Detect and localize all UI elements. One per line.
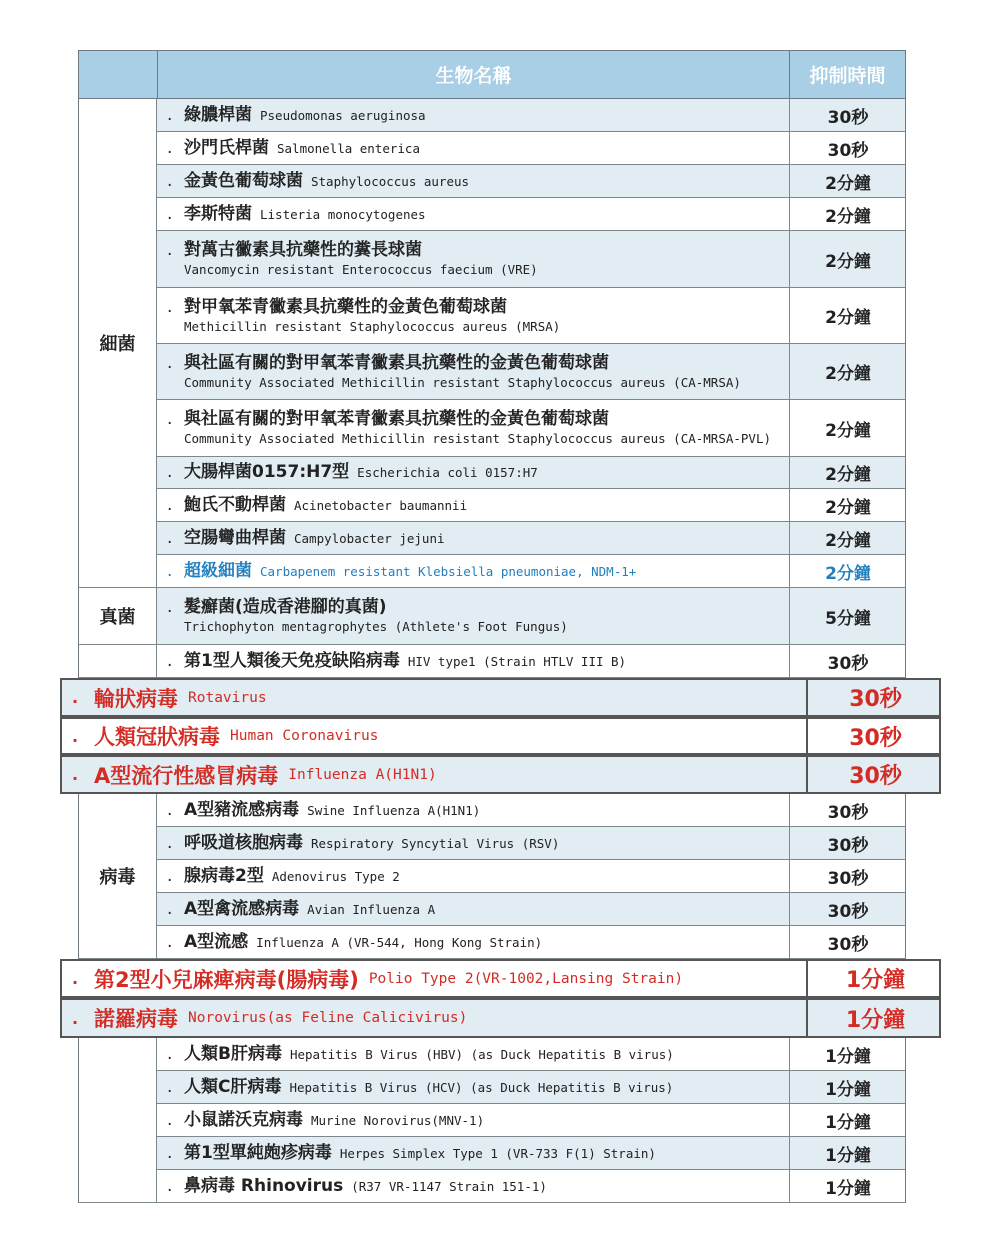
highlighted-row <box>60 717 941 755</box>
organism-zh: 沙門氏桿菌 <box>184 137 269 158</box>
bullet: . <box>167 1043 173 1064</box>
inhibition-time: 2分鐘 <box>789 400 906 456</box>
organism-zh: 髮癬菌(造成香港腳的真菌) <box>184 597 387 617</box>
organism-zh: 人類B肝病毒 <box>184 1043 282 1064</box>
organism-en: Human Coronavirus <box>230 728 379 744</box>
bullet: . <box>167 1076 173 1097</box>
bullet: . <box>167 931 173 952</box>
bullet: . <box>167 352 173 373</box>
bullet: . <box>72 765 79 784</box>
bullet: . <box>167 560 173 581</box>
inhibition-time: 2分鐘 <box>789 231 906 287</box>
bullet: . <box>167 650 173 671</box>
category-fungi: 真菌 <box>78 588 157 645</box>
organism-en: Listeria monocytogenes <box>260 206 426 222</box>
organism-zh: A型流感 <box>184 931 249 952</box>
inhibition-time: 2分鐘 <box>789 344 906 399</box>
header-time-col: 抑制時間 <box>809 65 886 87</box>
organism-zh: 呼吸道核胞病毒 <box>184 832 303 853</box>
inhibition-time: 2分鐘 <box>789 522 906 554</box>
inhibition-time: 1分鐘 <box>806 1000 943 1036</box>
table-row <box>157 288 906 344</box>
organism-zh: A型豬流感病毒 <box>184 799 300 820</box>
category-virus-lower <box>78 1038 157 1203</box>
bullet: . <box>72 688 79 707</box>
inhibition-time: 1分鐘 <box>789 1104 906 1136</box>
organism-en: Acinetobacter baumannii <box>294 497 468 513</box>
inhibition-time: 30秒 <box>806 680 943 715</box>
header-name-col: 生物名稱 <box>435 65 512 87</box>
bullet: . <box>167 203 173 224</box>
organism-en: Campylobacter jejuni <box>294 530 445 546</box>
highlighted-row <box>60 959 941 998</box>
organism-en: Herpes Simplex Type 1 (VR-733 F(1) Strain) <box>339 1145 656 1161</box>
table-row <box>157 555 906 588</box>
category-bacteria: 細菌 <box>78 99 157 588</box>
bullet: . <box>167 137 173 158</box>
inhibition-time: 30秒 <box>789 860 906 892</box>
bullet: . <box>72 726 79 746</box>
organism-zh: 空腸彎曲桿菌 <box>184 527 286 548</box>
organism-zh: 對萬古黴素具抗藥性的糞長球菌 <box>184 240 422 260</box>
table-row <box>157 1170 906 1203</box>
organism-en: Community Associated Methicillin resistant Staphylococcus aureus (CA-MRSA-PVL) <box>184 431 771 446</box>
inhibition-time: 2分鐘 <box>789 165 906 197</box>
organism-en: Pseudomonas aeruginosa <box>260 107 426 123</box>
table-row <box>157 99 906 132</box>
organism-en: Hepatitis B Virus (HCV) (as Duck Hepatitis B virus) <box>289 1079 674 1095</box>
organism-en: (R37 VR-1147 Strain 151-1) <box>351 1178 547 1194</box>
inhibition-time: 30秒 <box>806 719 943 753</box>
organism-en: Murine Norovirus(MNV-1) <box>311 1112 485 1128</box>
bullet: . <box>167 597 173 617</box>
organism-zh: A型禽流感病毒 <box>184 898 300 919</box>
organism-zh: 人類C肝病毒 <box>184 1076 282 1097</box>
inhibition-time: 30秒 <box>789 645 906 677</box>
organism-en: Adenovirus Type 2 <box>271 868 400 884</box>
bullet: . <box>167 1109 173 1130</box>
inhibition-time: 2分鐘 <box>789 457 906 488</box>
table-row <box>157 926 906 959</box>
organism-zh: 鮑氏不動桿菌 <box>184 494 286 515</box>
organism-en: Escherichia coli 0157:H7 <box>357 465 538 480</box>
table-row <box>157 893 906 926</box>
organism-en: Rotavirus <box>188 689 267 706</box>
table-row <box>157 489 906 522</box>
table-row <box>157 198 906 231</box>
organism-zh: A型流行性感冒病毒 <box>94 763 279 788</box>
bullet: . <box>167 240 173 260</box>
organism-en: Influenza A (VR-544, Hong Kong Strain) <box>256 934 543 950</box>
bullet: . <box>72 969 79 988</box>
organism-en: Polio Type 2(VR-1002,Lansing Strain) <box>368 970 684 987</box>
organism-en: Carbapenem resistant Klebsiella pneumoniae, NDM-1+ <box>260 563 637 579</box>
table-row <box>157 457 906 489</box>
organism-en: Methicillin resistant Staphylococcus aureus (MRSA) <box>184 318 561 334</box>
organism-zh: 第1型單純皰疹病毒 <box>184 1142 332 1163</box>
inhibition-time: 5分鐘 <box>789 588 906 644</box>
bullet: . <box>167 799 173 820</box>
table-row <box>157 1104 906 1137</box>
organism-zh: 輪狀病毒 <box>94 686 178 711</box>
inhibition-time: 30秒 <box>789 794 906 826</box>
table-row <box>157 165 906 198</box>
category-virus-upper <box>78 645 157 678</box>
inhibition-time: 30秒 <box>789 926 906 958</box>
table-row <box>157 231 906 288</box>
table-row <box>157 860 906 893</box>
inhibition-time: 30秒 <box>789 827 906 859</box>
bullet: . <box>167 494 173 515</box>
organism-en: Norovirus(as Feline Calicivirus) <box>188 1010 468 1026</box>
inhibition-time: 30秒 <box>789 132 906 164</box>
inhibition-time: 1分鐘 <box>789 1071 906 1103</box>
organism-en: Trichophyton mentagrophytes (Athlete's Foot Fungus) <box>184 619 568 634</box>
organism-zh: 與社區有關的對甲氧苯青黴素具抗藥性的金黃色葡萄球菌 <box>184 409 609 429</box>
inhibition-time: 1分鐘 <box>789 1137 906 1169</box>
organism-zh: 第1型人類後天免疫缺陷病毒 <box>184 650 400 671</box>
organism-zh: 超級細菌 <box>184 560 252 581</box>
inhibition-time: 30秒 <box>789 99 906 131</box>
category-virus: 病毒 <box>78 794 157 959</box>
inhibition-time: 2分鐘 <box>789 489 906 521</box>
table-row <box>157 1137 906 1170</box>
table-row <box>157 522 906 555</box>
organism-zh: 與社區有關的對甲氧苯青黴素具抗藥性的金黃色葡萄球菌 <box>184 352 609 373</box>
highlighted-row <box>60 755 941 794</box>
table-row <box>157 1071 906 1104</box>
table-row <box>157 827 906 860</box>
bullet: . <box>167 898 173 919</box>
inhibition-time: 30秒 <box>789 893 906 925</box>
table-row <box>157 588 906 645</box>
bullet: . <box>167 409 173 429</box>
bullet: . <box>167 296 173 317</box>
inhibition-time: 2分鐘 <box>789 555 906 587</box>
bullet: . <box>167 104 173 125</box>
organism-zh: 綠膿桿菌 <box>184 104 252 125</box>
organism-zh: 李斯特菌 <box>184 203 252 224</box>
organism-zh: 對甲氧苯青黴素具抗藥性的金黃色葡萄球菌 <box>184 296 507 317</box>
bullet: . <box>167 1142 173 1163</box>
organism-en: Staphylococcus aureus <box>311 173 470 189</box>
organism-en: Influenza A(H1N1) <box>288 766 437 783</box>
organism-en: HIV type1 (Strain HTLV III B) <box>407 653 627 669</box>
highlighted-row <box>60 998 941 1038</box>
bullet: . <box>72 1008 79 1028</box>
bullet: . <box>167 865 173 886</box>
organism-zh: 鼻病毒 Rhinovirus <box>184 1175 344 1196</box>
table-row <box>157 794 906 827</box>
bullet: . <box>167 462 173 482</box>
organism-en: Hepatitis B Virus (HBV) (as Duck Hepatitis B virus) <box>289 1046 674 1062</box>
organism-zh: 第2型小兒麻痺病毒(腸病毒) <box>94 967 359 992</box>
table-row <box>157 132 906 165</box>
organism-en: Community Associated Methicillin resistant Staphylococcus aureus (CA-MRSA) <box>184 374 741 390</box>
bullet: . <box>167 832 173 853</box>
organism-zh: 人類冠狀病毒 <box>94 725 220 749</box>
inhibition-time: 30秒 <box>806 757 943 792</box>
organism-zh: 大腸桿菌0157:H7型 <box>184 462 350 482</box>
organism-zh: 小鼠諾沃克病毒 <box>184 1109 303 1130</box>
inhibition-time: 1分鐘 <box>789 1170 906 1202</box>
organism-en: Respiratory Syncytial Virus (RSV) <box>311 835 560 851</box>
inhibition-time: 2分鐘 <box>789 198 906 230</box>
organism-en: Salmonella enterica <box>277 140 420 156</box>
inhibition-time: 1分鐘 <box>806 961 943 996</box>
organism-en: Vancomycin resistant Enterococcus faecium (VRE) <box>184 262 538 277</box>
bullet: . <box>167 170 173 191</box>
bullet: . <box>167 527 173 548</box>
organism-zh: 金黃色葡萄球菌 <box>184 170 303 191</box>
header-corner <box>78 50 158 99</box>
table-row <box>157 344 906 400</box>
table-row <box>157 645 906 678</box>
organism-en: Swine Influenza A(H1N1) <box>307 802 481 818</box>
organism-zh: 諾羅病毒 <box>94 1007 178 1031</box>
bullet: . <box>167 1175 173 1196</box>
inhibition-time: 2分鐘 <box>789 288 906 343</box>
highlighted-row <box>60 678 941 717</box>
table-row <box>157 1038 906 1071</box>
table-row <box>157 400 906 457</box>
inhibition-time: 1分鐘 <box>789 1038 906 1070</box>
organism-en: Avian Influenza A <box>307 901 436 917</box>
organism-zh: 腺病毒2型 <box>184 865 264 886</box>
